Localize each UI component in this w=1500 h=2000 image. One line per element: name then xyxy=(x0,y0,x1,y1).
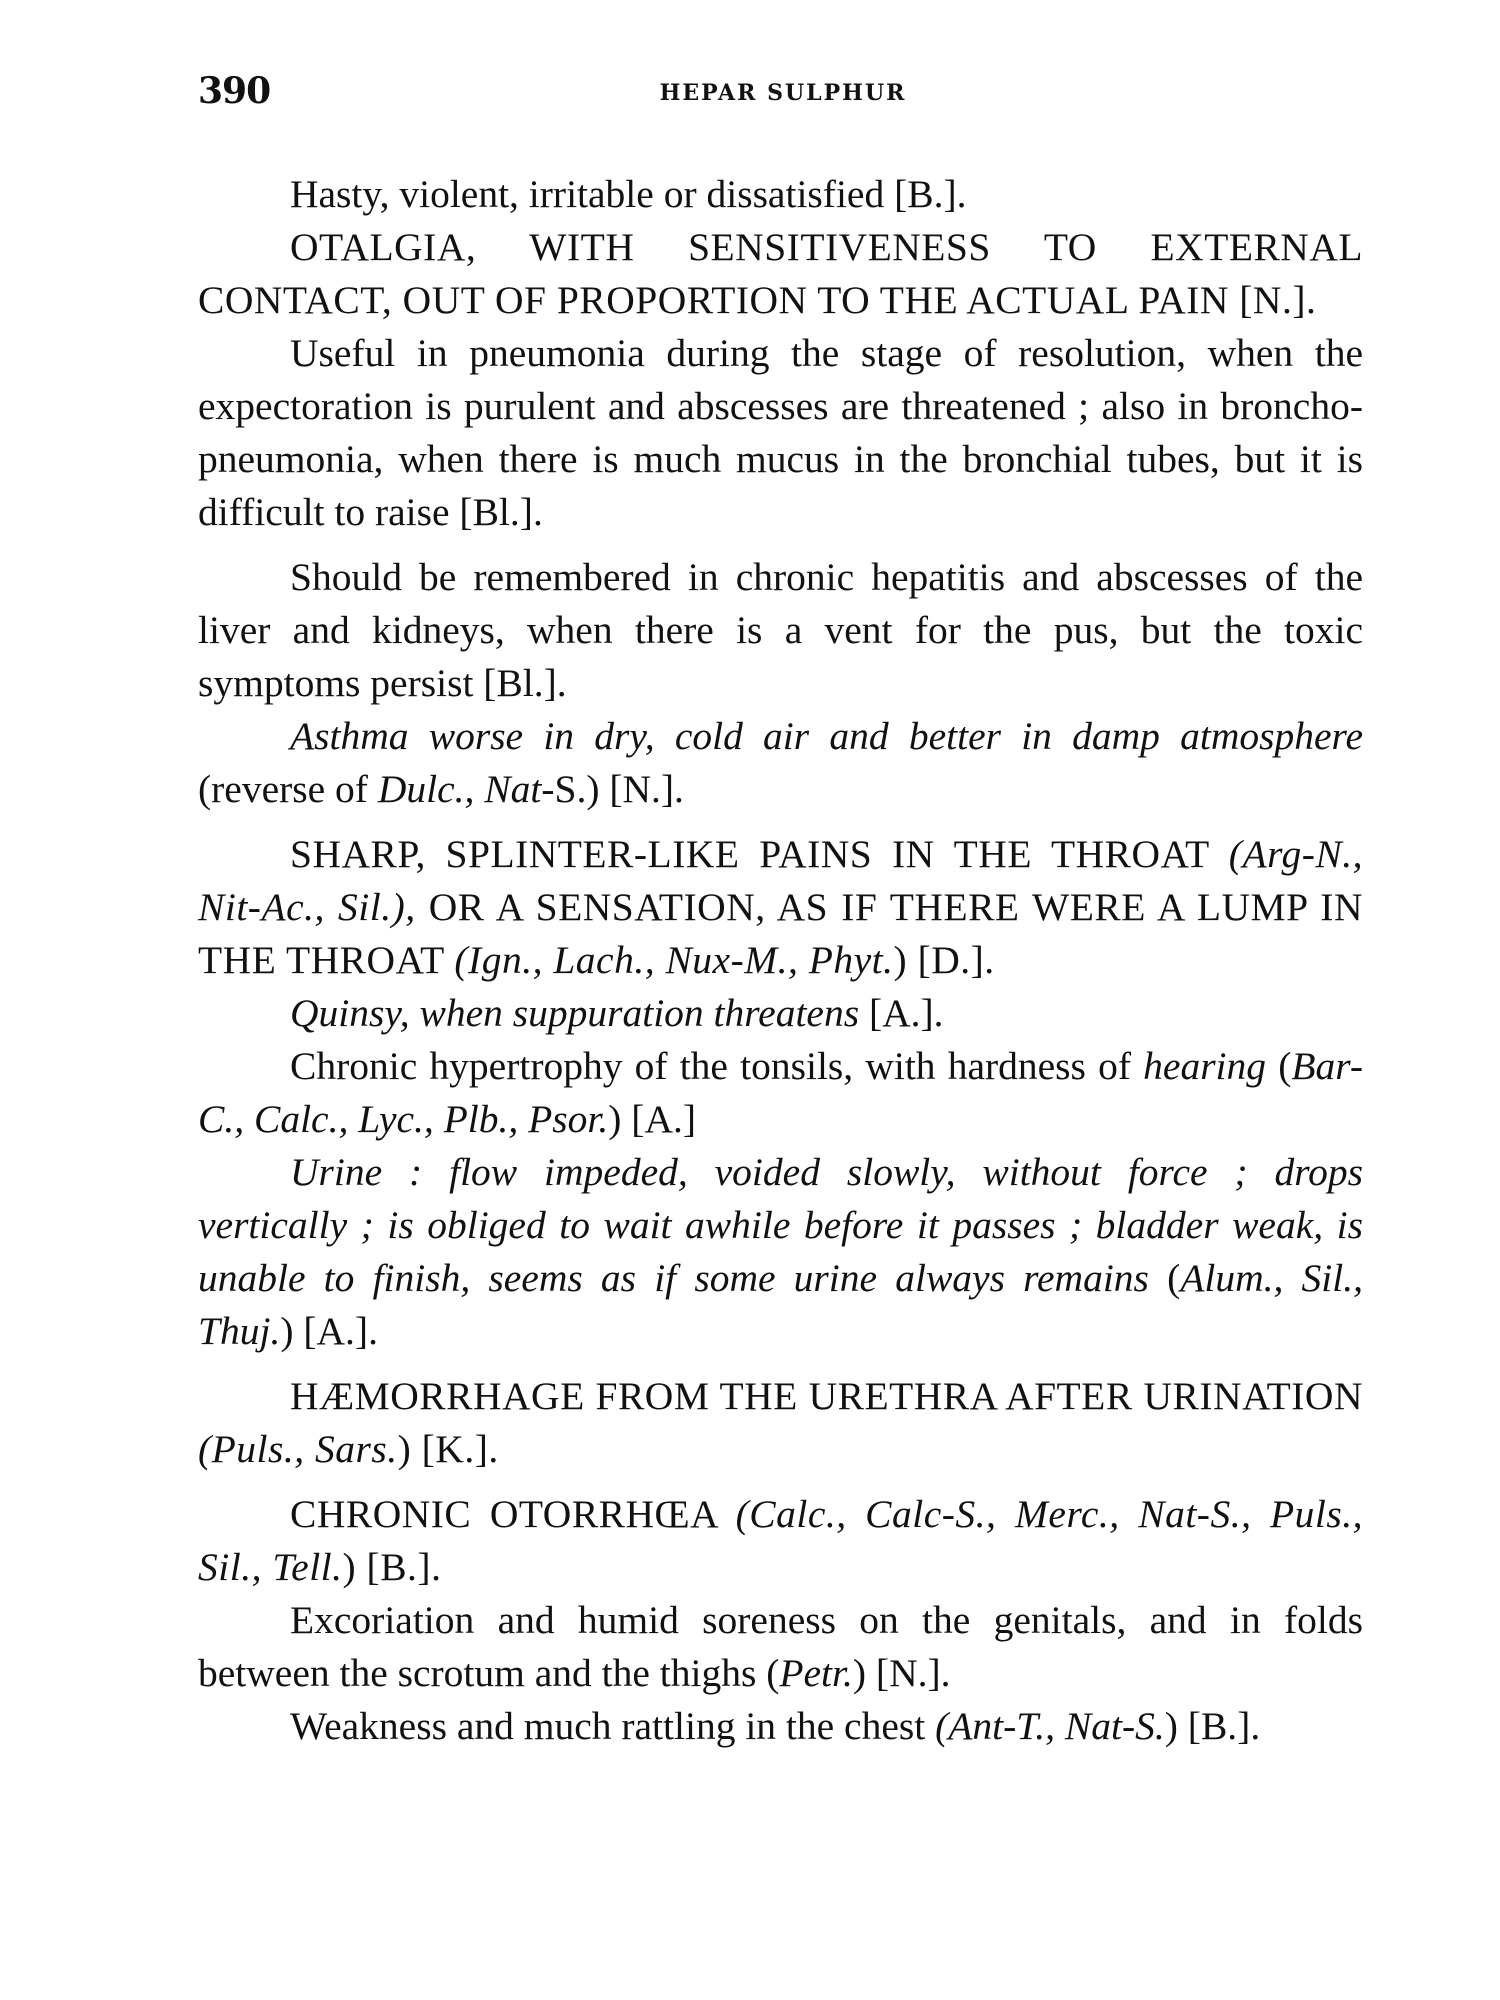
paragraph-text: OR A SENSATION, AS IF THERE WERE A LUMP IN THE THROAT xyxy=(198,885,1363,982)
paragraph-text: ) [D.]. xyxy=(893,938,995,982)
paragraph-text-italic: Petr. xyxy=(779,1651,853,1695)
paragraph-text: Should be remembered in chronic hepatitis and abscesses of the liver and kidneys, when there is a vent for the pus, but the toxic symptoms persist [Bl.]. xyxy=(198,555,1363,705)
paragraph-text: ( xyxy=(1148,1256,1181,1300)
paragraph xyxy=(198,551,1363,710)
paragraph-text: Useful in pneumonia during the stage of resolution, when the expectoration is purulent and abscesses are threatened ; also in broncho-pneumonia, when there is much mucus in the bronchial tubes, but it is difficult to raise [Bl.]. xyxy=(198,331,1363,534)
paragraph-text: [A.]. xyxy=(859,991,944,1035)
paragraph-text: OTALGIA, WITH SENSITIVENESS TO EXTERNAL CONTACT, OUT OF PROPORTION TO THE ACTUAL PAIN [N.]. xyxy=(198,225,1363,322)
paragraph-text-italic: Quinsy, when suppuration threatens xyxy=(290,991,860,1035)
paragraph-text: Excoriation and humid soreness on the genitals, and in folds between the scrotum and the thighs ( xyxy=(198,1598,1363,1695)
body-text xyxy=(198,168,1363,1753)
paragraph-text: HÆMORRHAGE FROM THE URETHRA AFTER URINATION xyxy=(290,1374,1363,1418)
paragraph-text: ) [B.]. xyxy=(342,1545,442,1589)
paragraph-text: ) [B.]. xyxy=(1164,1704,1261,1748)
paragraph-text-italic: (Arg-N., Nit-Ac., Sil.), xyxy=(198,832,1363,929)
paragraph-text: ) [A.] xyxy=(608,1097,697,1141)
paragraph xyxy=(198,221,1363,327)
page-number: 390 xyxy=(198,70,271,112)
paragraph-text-italic: (Puls., Sars. xyxy=(198,1427,398,1471)
paragraph xyxy=(198,1594,1363,1700)
paragraph-text-italic: hearing xyxy=(1143,1044,1267,1088)
paragraph-text-italic: Alum., Sil., Thuj. xyxy=(198,1256,1363,1353)
paragraph-text: ) [A.]. xyxy=(280,1309,378,1353)
paragraph-text-italic: Asthma worse in dry, cold air and better in damp atmosphere xyxy=(290,714,1363,758)
paragraph-text: ( xyxy=(1266,1044,1292,1088)
paragraph xyxy=(198,1040,1363,1146)
paragraph xyxy=(198,1700,1363,1753)
paragraph-text-italic: (Ign., Lach., Nux-M., Phyt. xyxy=(454,938,894,982)
paragraph xyxy=(198,327,1363,539)
paragraph xyxy=(198,1146,1363,1358)
paragraph xyxy=(198,710,1363,816)
running-head xyxy=(198,70,1368,130)
paragraph-text: Weakness and much rattling in the chest xyxy=(290,1704,936,1748)
paragraph-text: Hasty, violent, irritable or dissatisfied [B.]. xyxy=(290,172,967,216)
paragraph-text: (reverse of xyxy=(198,767,378,811)
paragraph-text-italic: (Ant-T., Nat-S. xyxy=(935,1704,1165,1748)
paragraph-text: Chronic hypertrophy of the tonsils, with hardness of xyxy=(290,1044,1144,1088)
paragraph-text-italic: (Calc., Calc-S., Merc., Nat-S., Puls., Sil., Tell. xyxy=(198,1492,1364,1589)
paragraph-text-italic: Dulc., Nat xyxy=(377,767,542,811)
paragraph-text: -S.) [N.]. xyxy=(541,767,684,811)
paragraph xyxy=(198,1370,1363,1476)
paragraph-text-italic: Bar-C., Calc., Lyc., Plb., Psor. xyxy=(198,1044,1363,1141)
paragraph-text: ) [K.]. xyxy=(397,1427,499,1471)
paragraph-text-italic: Urine : flow impeded, voided slowly, without force ; drops vertically ; is obliged to wait awhile before it passes ; bladder weak, is unable to finish, seems as if some urine always remains xyxy=(198,1150,1363,1300)
paragraph-text: CHRONIC OTORRHŒA xyxy=(290,1492,736,1536)
header-title: HEPAR SULPHUR xyxy=(659,80,907,106)
paragraph xyxy=(198,1488,1363,1594)
paragraph-text: SHARP, SPLINTER-LIKE PAINS IN THE THROAT xyxy=(290,832,1229,876)
paragraph xyxy=(198,987,1363,1040)
paragraph-text: ) [N.]. xyxy=(852,1651,951,1695)
paragraph xyxy=(198,828,1363,987)
paragraph xyxy=(198,168,1363,221)
